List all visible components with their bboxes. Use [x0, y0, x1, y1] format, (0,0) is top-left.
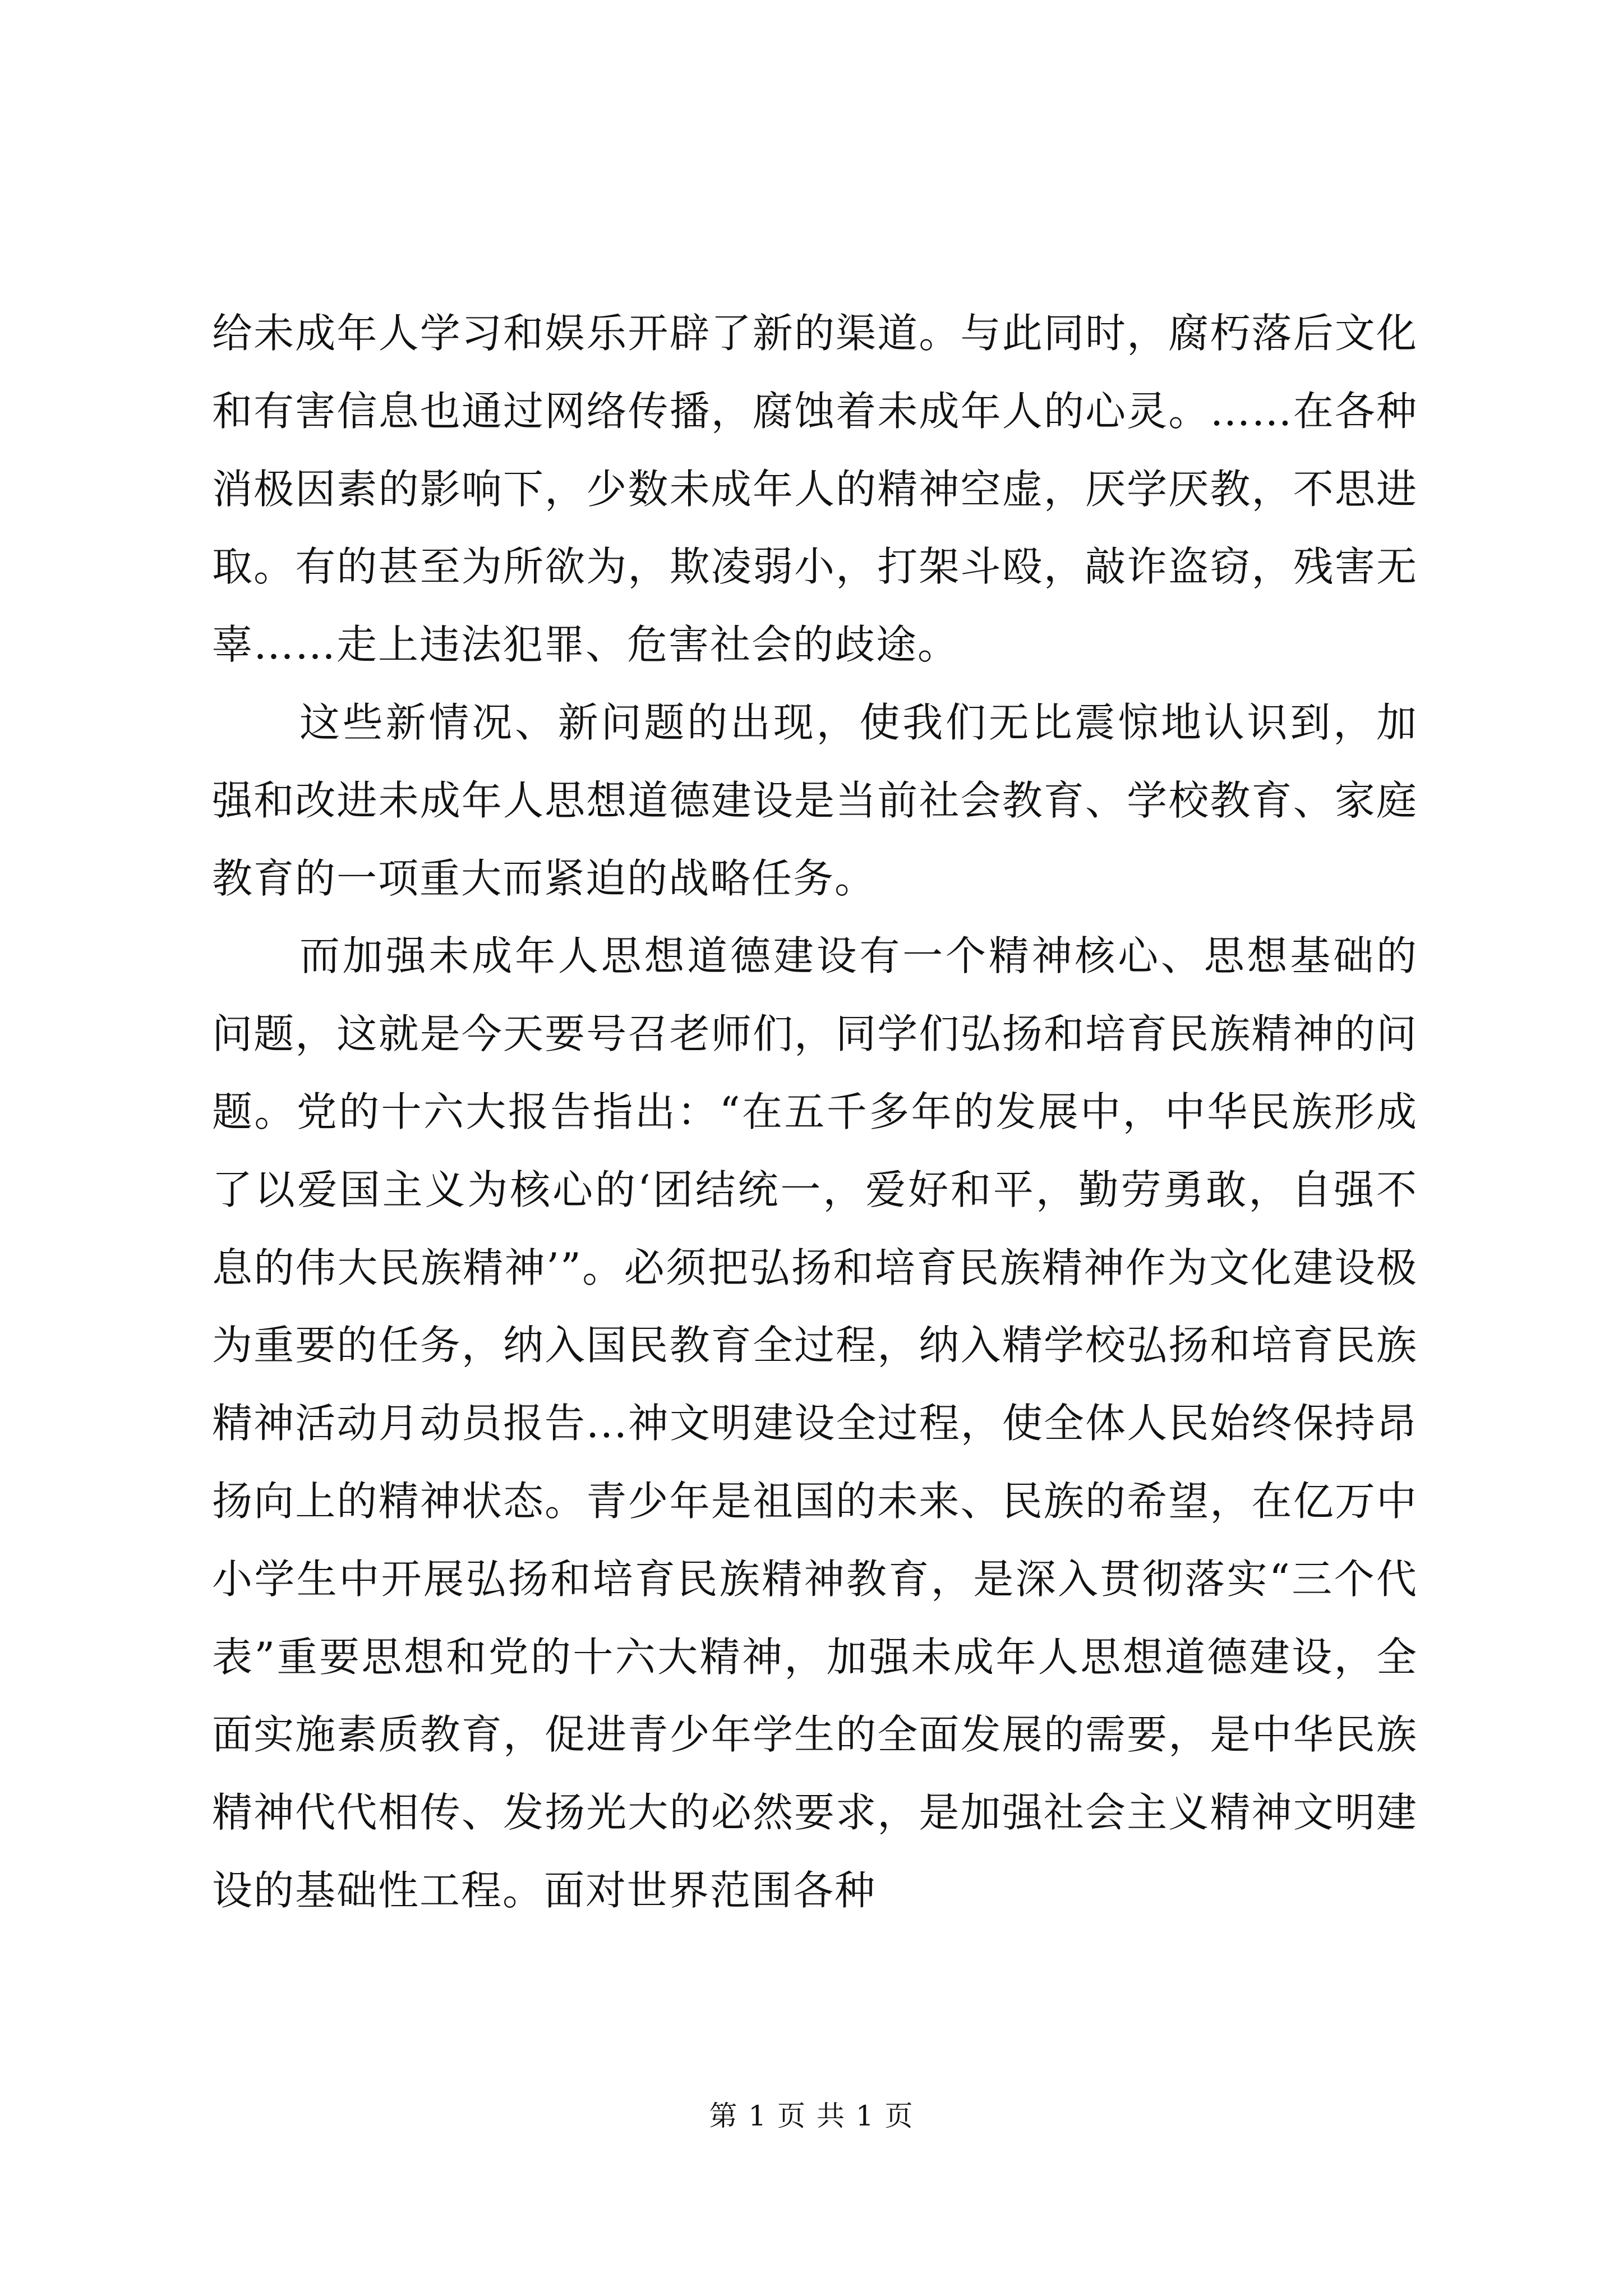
- paragraph-1: 给未成年人学习和娱乐开辟了新的渠道。与此同时，腐朽落后文化和有害信息也通过网络传播，腐蚀着未成年人的心灵。……在各种消极因素的影响下，少数未成年人的精神空虚，厌学厌教，不思进取。有的甚至为所欲为，欺凌弱小，打架斗殴，敲诈盗窃，残害无辜……走上违法犯罪、危害社会的歧途。: [212, 310, 1418, 669]
- paragraph-3: 而加强未成年人思想道德建设有一个精神核心、思想基础的问题，这就是今天要号召老师们，同学们弘扬和培育民族精神的问题。党的十六大报告指出：“在五千多年的发展中，中华民族形成了以爱国主义为核心的‘团结统一，爱好和平，勤劳勇敢，自强不息的伟大民族精神’”。必须把弘扬和培育民族精神作为文化建设极为重要的任务，纳入国民教育全过程，纳入精学校弘扬和培育民族精神活动月动员报告...神文明建设全过程，使全体人民始终保持昂扬向上的精神状态。青少年是祖国的未来、民族的希望，在亿万中小学生中开展弘扬和培育民族精神教育，是深入贯彻落实“三个代表”重要思想和党的十六大精神，加强未成年人思想道德建设，全面实施素质教育，促进青少年学生的全面发展的需要，是中华民族精神代代相传、发扬光大的必然要求，是加强社会主义精神文明建设的基础性工程。面对世界范围各种: [212, 932, 1418, 1914]
- page-footer: 第 1 页 共 1 页: [709, 2100, 914, 2132]
- document-body: [212, 295, 1418, 1930]
- paragraph-2: 这些新情况、新问题的出现，使我们无比震惊地认识到，加强和改进未成年人思想道德建设是当前社会教育、学校教育、家庭教育的一项重大而紧迫的战略任务。: [212, 698, 1418, 902]
